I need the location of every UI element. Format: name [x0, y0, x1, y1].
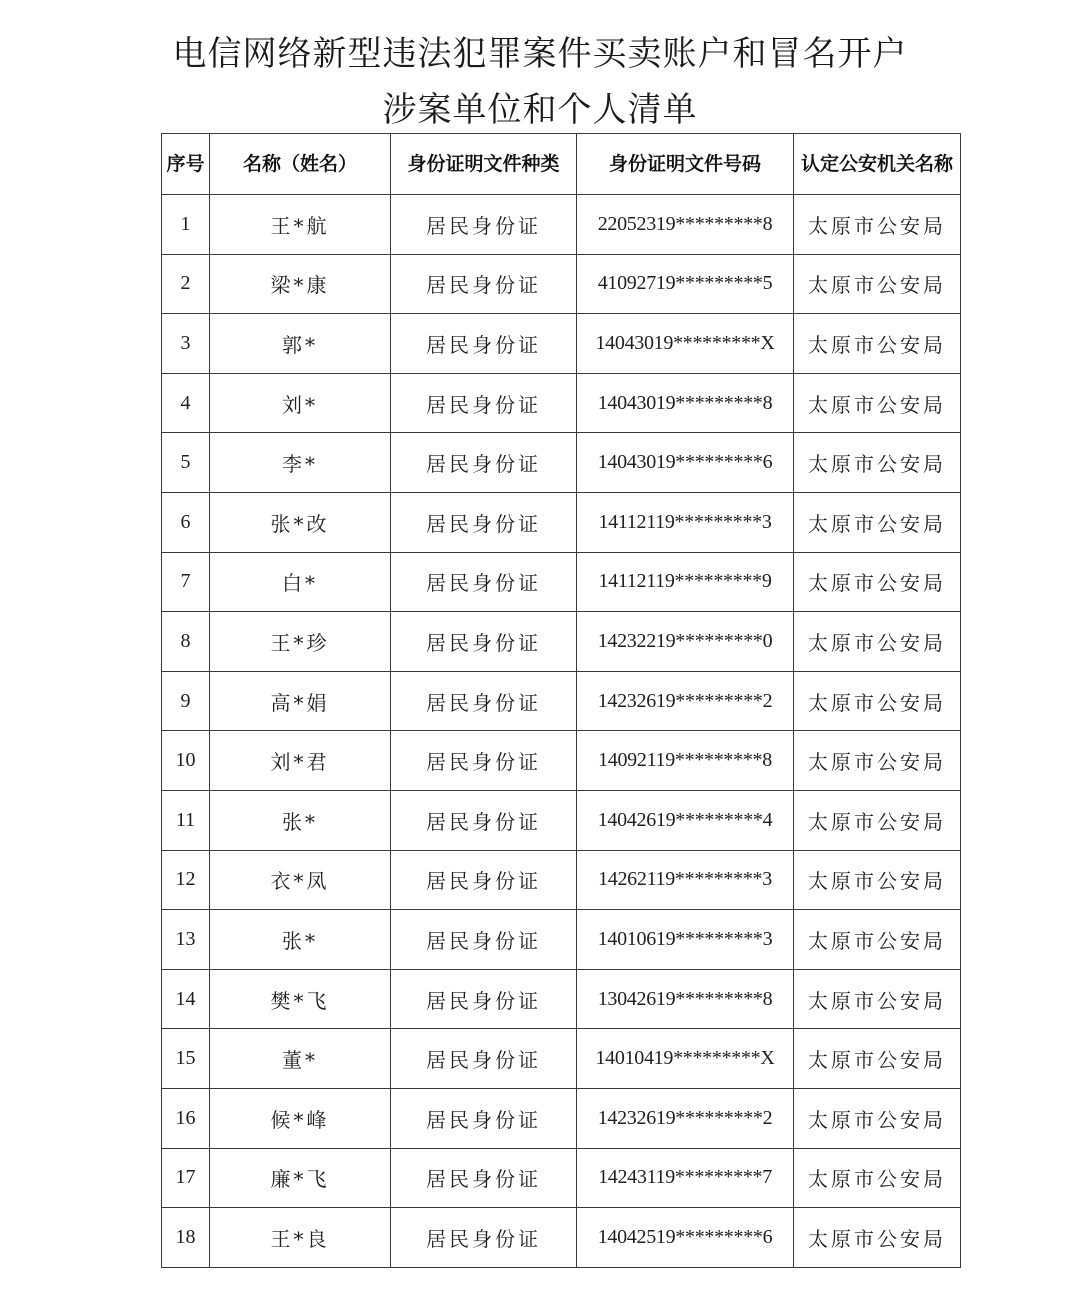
cell-name: 廉*飞 [210, 1148, 391, 1208]
cell-name: 王*良 [210, 1208, 391, 1268]
document-title-line-2: 涉案单位和个人清单 [382, 90, 698, 130]
cell-document-type: 居民身份证 [391, 373, 577, 433]
cell-document-type: 居民身份证 [391, 1208, 577, 1268]
table-row [162, 314, 961, 374]
cell-name: 郭* [210, 314, 391, 374]
cell-document-number: 14010619*********3 [577, 910, 794, 970]
cell-document-number: 14232619*********2 [577, 671, 794, 731]
cell-authority: 太原市公安局 [794, 612, 961, 672]
cell-document-number: 14042619*********4 [577, 790, 794, 850]
cell-document-number: 14112119*********9 [577, 552, 794, 612]
cell-document-number: 22052319*********8 [577, 195, 794, 255]
header-document-type: 身份证明文件种类 [391, 134, 577, 195]
cell-document-number: 14043019*********X [577, 314, 794, 374]
table-row [162, 492, 961, 552]
cell-serial-number: 12 [162, 850, 210, 910]
cell-serial-number: 10 [162, 731, 210, 791]
cell-document-type: 居民身份证 [391, 731, 577, 791]
cell-serial-number: 3 [162, 314, 210, 374]
cell-serial-number: 15 [162, 1029, 210, 1089]
header-document-number: 身份证明文件号码 [577, 134, 794, 195]
cell-name: 白* [210, 552, 391, 612]
cell-serial-number: 2 [162, 254, 210, 314]
cell-serial-number: 1 [162, 195, 210, 255]
cell-document-number: 14112119*********3 [577, 492, 794, 552]
cell-name: 樊*飞 [210, 969, 391, 1029]
cell-name: 王*航 [210, 195, 391, 255]
cell-document-type: 居民身份证 [391, 1148, 577, 1208]
cell-name: 董* [210, 1029, 391, 1089]
cell-name: 候*峰 [210, 1088, 391, 1148]
cell-authority: 太原市公安局 [794, 1029, 961, 1089]
cell-document-type: 居民身份证 [391, 790, 577, 850]
case-list-table [161, 133, 961, 1268]
table-row [162, 612, 961, 672]
cell-name: 衣*凤 [210, 850, 391, 910]
table-row [162, 1148, 961, 1208]
cell-serial-number: 9 [162, 671, 210, 731]
cell-document-number: 14010419*********X [577, 1029, 794, 1089]
cell-document-number: 14232619*********2 [577, 1088, 794, 1148]
cell-document-type: 居民身份证 [391, 671, 577, 731]
cell-document-number: 14042519*********6 [577, 1208, 794, 1268]
cell-serial-number: 17 [162, 1148, 210, 1208]
table-row [162, 373, 961, 433]
cell-document-type: 居民身份证 [391, 1088, 577, 1148]
cell-authority: 太原市公安局 [794, 373, 961, 433]
cell-serial-number: 14 [162, 969, 210, 1029]
cell-document-number: 14043019*********6 [577, 433, 794, 493]
cell-authority: 太原市公安局 [794, 790, 961, 850]
cell-serial-number: 6 [162, 492, 210, 552]
cell-serial-number: 8 [162, 612, 210, 672]
cell-document-number: 14262119*********3 [577, 850, 794, 910]
table-row [162, 790, 961, 850]
cell-serial-number: 11 [162, 790, 210, 850]
table-row [162, 731, 961, 791]
cell-name: 张* [210, 910, 391, 970]
table-row [162, 850, 961, 910]
cell-authority: 太原市公安局 [794, 910, 961, 970]
cell-name: 梁*康 [210, 254, 391, 314]
cell-authority: 太原市公安局 [794, 671, 961, 731]
cell-document-type: 居民身份证 [391, 850, 577, 910]
cell-serial-number: 18 [162, 1208, 210, 1268]
cell-serial-number: 7 [162, 552, 210, 612]
cell-authority: 太原市公安局 [794, 552, 961, 612]
cell-document-type: 居民身份证 [391, 314, 577, 374]
cell-authority: 太原市公安局 [794, 850, 961, 910]
header-serial-number: 序号 [162, 134, 210, 195]
cell-name: 李* [210, 433, 391, 493]
cell-document-number: 41092719*********5 [577, 254, 794, 314]
cell-name: 刘*君 [210, 731, 391, 791]
cell-document-number: 14092119*********8 [577, 731, 794, 791]
cell-authority: 太原市公安局 [794, 195, 961, 255]
cell-name: 张* [210, 790, 391, 850]
table-row [162, 552, 961, 612]
table-row [162, 254, 961, 314]
cell-authority: 太原市公安局 [794, 1148, 961, 1208]
cell-serial-number: 16 [162, 1088, 210, 1148]
cell-serial-number: 13 [162, 910, 210, 970]
cell-document-type: 居民身份证 [391, 254, 577, 314]
cell-serial-number: 4 [162, 373, 210, 433]
table-header-row [162, 134, 961, 195]
cell-document-type: 居民身份证 [391, 195, 577, 255]
cell-document-type: 居民身份证 [391, 910, 577, 970]
header-name: 名称（姓名） [210, 134, 391, 195]
header-authority: 认定公安机关名称 [794, 134, 961, 195]
document-title-line-1: 电信网络新型违法犯罪案件买卖账户和冒名开户 [172, 34, 908, 74]
cell-document-type: 居民身份证 [391, 433, 577, 493]
cell-name: 刘* [210, 373, 391, 433]
cell-authority: 太原市公安局 [794, 1088, 961, 1148]
cell-document-number: 14243119*********7 [577, 1148, 794, 1208]
cell-document-type: 居民身份证 [391, 612, 577, 672]
cell-document-type: 居民身份证 [391, 1029, 577, 1089]
cell-document-type: 居民身份证 [391, 552, 577, 612]
cell-authority: 太原市公安局 [794, 492, 961, 552]
table-row [162, 1208, 961, 1268]
cell-authority: 太原市公安局 [794, 1208, 961, 1268]
cell-authority: 太原市公安局 [794, 969, 961, 1029]
table-row [162, 969, 961, 1029]
table-row [162, 1029, 961, 1089]
cell-authority: 太原市公安局 [794, 433, 961, 493]
table-row [162, 433, 961, 493]
cell-name: 张*改 [210, 492, 391, 552]
table-row [162, 671, 961, 731]
cell-document-number: 13042619*********8 [577, 969, 794, 1029]
table-row [162, 195, 961, 255]
cell-authority: 太原市公安局 [794, 314, 961, 374]
cell-document-number: 14043019*********8 [577, 373, 794, 433]
table-row [162, 1088, 961, 1148]
cell-document-number: 14232219*********0 [577, 612, 794, 672]
cell-authority: 太原市公安局 [794, 731, 961, 791]
cell-document-type: 居民身份证 [391, 969, 577, 1029]
cell-serial-number: 5 [162, 433, 210, 493]
cell-name: 高*娟 [210, 671, 391, 731]
cell-authority: 太原市公安局 [794, 254, 961, 314]
table-row [162, 910, 961, 970]
cell-name: 王*珍 [210, 612, 391, 672]
cell-document-type: 居民身份证 [391, 492, 577, 552]
